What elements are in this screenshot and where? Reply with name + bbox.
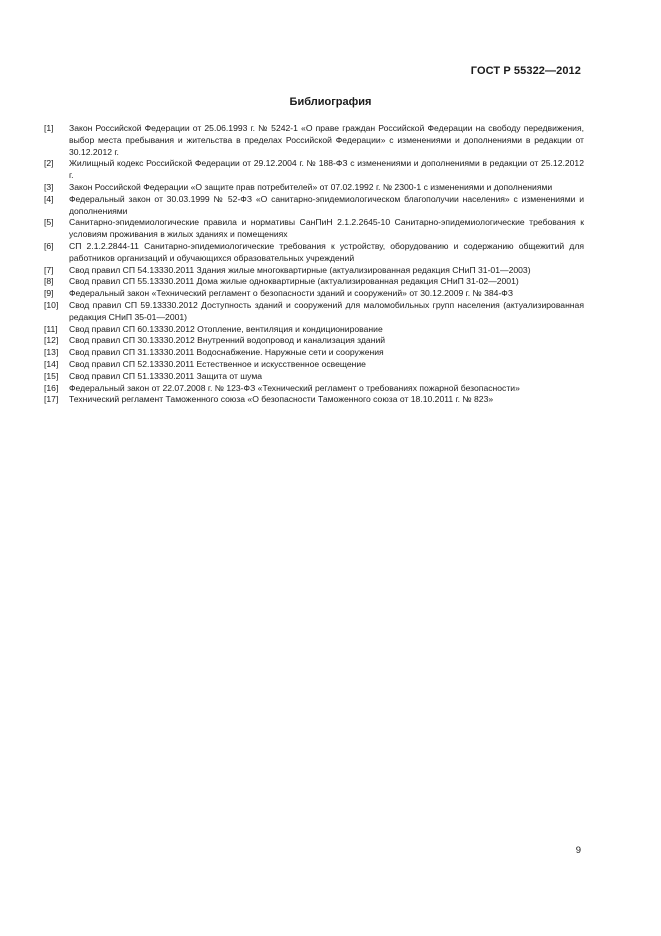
page-number: 9 (575, 845, 581, 856)
bibliography-item-text: Федеральный закон «Технический регламент о безопасности зданий и сооружений» от 30.12.2009 г. № 384-ФЗ (69, 288, 514, 299)
bibliography-item-number: [4] (44, 193, 54, 204)
bibliography-item-number: [16] (44, 382, 59, 393)
bibliography-item (44, 194, 584, 218)
bibliography-list (44, 123, 584, 406)
bibliography-item-text: Свод правил СП 55.13330.2011 Дома жилые одноквартирные (актуализированная редакция СНиП 31-02—2001) (69, 276, 519, 287)
bibliography-item-text: Закон Российской Федерации от 25.06.1993 г. № 5242-1 «О праве граждан Российской Федерации на свободу передвижения, выбор места пребывания и жительства в пределах Российской Федерации» с изменениями и дополнениями в редакции от 30.12.2012 г. (69, 123, 584, 157)
bibliography-item-number: [3] (44, 181, 54, 192)
bibliography-item (44, 359, 584, 371)
bibliography-item-text: СП 2.1.2.2844-11 Санитарно-эпидемиологические требования к устройству, оборудованию и содержанию общежитий для работников организаций и обучающихся образовательных учреждений (69, 240, 584, 263)
bibliography-item-text: Жилищный кодекс Российской Федерации от 29.12.2004 г. № 188-ФЗ с изменениями и дополнениями в редакции от 25.12.2012 г. (69, 158, 584, 181)
bibliography-item-text: Свод правил СП 31.13330.2011 Водоснабжение. Наружные сети и сооружения (69, 347, 384, 358)
bibliography-item (44, 394, 584, 406)
bibliography-item-number: [7] (44, 264, 54, 275)
bibliography-item-text: Закон Российской Федерации «О защите прав потребителей» от 07.02.1992 г. № 2300-1 с изменениями и дополнениями (69, 181, 553, 192)
bibliography-item (44, 347, 584, 359)
document-code-header: ГОСТ Р 55322—2012 (470, 65, 581, 77)
bibliography-item (44, 288, 584, 300)
bibliography-item-number: [8] (44, 276, 54, 287)
bibliography-item-text: Свод правил СП 51.13330.2011 Защита от шума (69, 370, 263, 381)
bibliography-item-text: Федеральный закон от 30.03.1999 № 52-ФЗ «О санитарно-эпидемиологическом благополучии населения» с изменениями и дополнениями (69, 193, 584, 216)
bibliography-item-number: [1] (44, 123, 54, 133)
bibliography-item-text: Технический регламент Таможенного союза «О безопасности Таможенного союза от 18.10.2011 г. № 823» (69, 394, 494, 405)
bibliography-item (44, 158, 584, 182)
bibliography-item-number: [10] (44, 299, 59, 310)
bibliography-item (44, 300, 584, 324)
bibliography-item-text: Санитарно-эпидемиологические правила и нормативы СанПиН 2.1.2.2645-10 Санитарно-эпидемиологические требования к условиям проживания в жилых зданиях и помещениях (69, 217, 584, 240)
bibliography-item (44, 383, 584, 395)
bibliography-item (44, 265, 584, 277)
bibliography-item-text: Свод правил СП 30.13330.2012 Внутренний водопровод и канализация зданий (69, 335, 386, 346)
bibliography-item (44, 335, 584, 347)
bibliography-item-number: [9] (44, 288, 54, 299)
bibliography-title: Библиография (289, 96, 372, 108)
bibliography-item-number: [12] (44, 335, 59, 346)
bibliography-item (44, 182, 584, 194)
bibliography-item-number: [14] (44, 358, 59, 369)
bibliography-item (44, 217, 584, 241)
bibliography-item-number: [15] (44, 370, 59, 381)
bibliography-item-number: [11] (44, 323, 58, 334)
bibliography-item-text: Свод правил СП 59.13330.2012 Доступность зданий и сооружений для маломобильных групп населения (актуализированная редакция СНиП 35-01—2001) (69, 299, 584, 322)
bibliography-item (44, 241, 584, 265)
bibliography-item-text: Свод правил СП 60.13330.2012 Отопление, вентиляция и кондиционирование (69, 323, 383, 334)
bibliography-item (44, 324, 584, 336)
bibliography-item-number: [2] (44, 158, 54, 169)
bibliography-item-text: Свод правил СП 52.13330.2011 Естественное и искусственное освещение (69, 358, 366, 369)
bibliography-item-text: Федеральный закон от 22.07.2008 г. № 123-ФЗ «Технический регламент о требованиях пожарной безопасности» (69, 382, 520, 393)
bibliography-item (44, 371, 584, 383)
bibliography-item-number: [5] (44, 217, 54, 228)
bibliography-item (44, 276, 584, 288)
bibliography-item-text: Свод правил СП 54.13330.2011 Здания жилые многоквартирные (актуализированная редакция СНиП 31-01—2003) (69, 264, 531, 275)
bibliography-item-number: [17] (44, 394, 59, 405)
bibliography-item (44, 123, 584, 158)
bibliography-item-number: [13] (44, 347, 59, 358)
bibliography-item-number: [6] (44, 240, 54, 251)
